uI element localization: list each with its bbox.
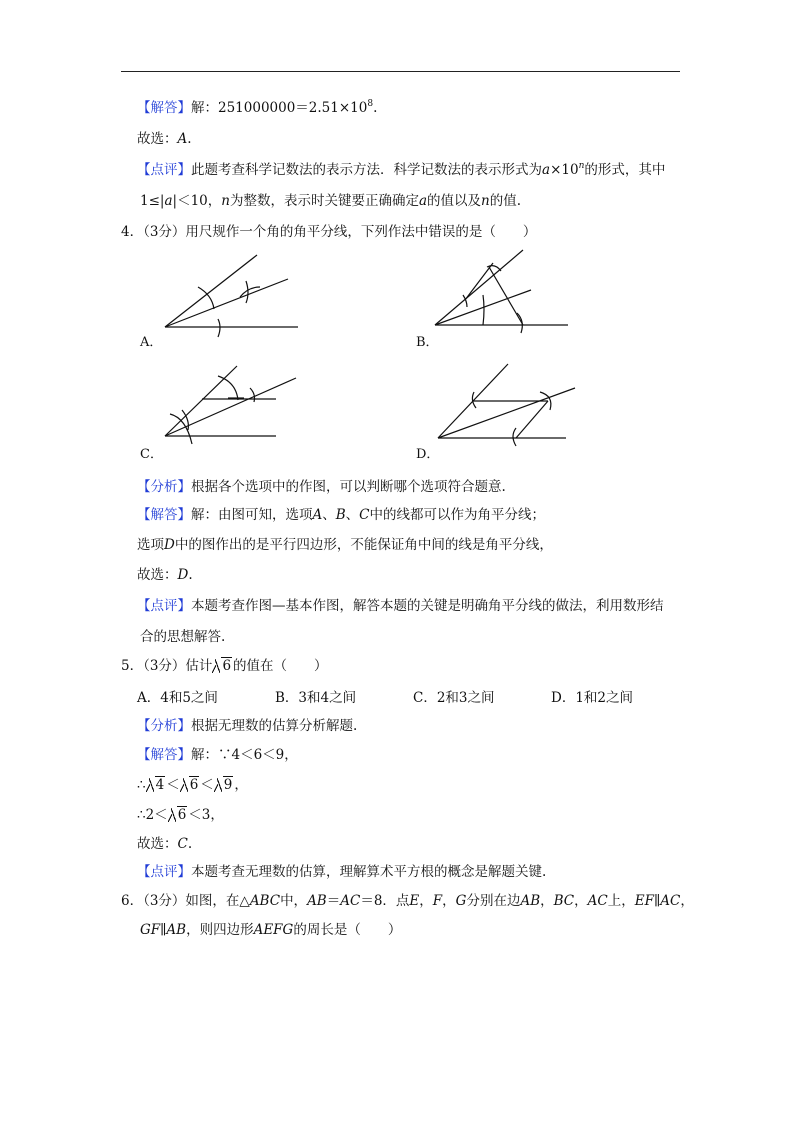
q5-comment: 【点评】本题考查无理数的估算，理解算术平方根的概念是解题关键. (137, 864, 547, 880)
figure-c (150, 358, 310, 448)
q5-option-a: A．4和5之间 (137, 690, 218, 706)
sqrt-symbol: 6 (180, 775, 200, 795)
q4-analysis: 【分析】根据各个选项中的作图，可以判断哪个选项符合题意. (137, 479, 506, 495)
q4-comment-line1: 【点评】本题考查作图—基本作图，解答本题的关键是明确角平分线的做法，利用数形结 (137, 598, 664, 614)
q5-answer-line1: 【解答】解：∵4＜6＜9， (137, 747, 298, 763)
q3-comment-line2: 1≤|a|＜10，n为整数，表示时关键要正确确定a的值以及n的值. (140, 193, 522, 209)
sqrt-symbol: 6 (168, 805, 188, 825)
q6-stem-line2: GF∥AB，则四边形AEFG的周长是（ ） (140, 922, 402, 938)
header-rule (121, 71, 680, 72)
comment-tag: 【点评】 (137, 864, 191, 880)
q4-answer-line2: 选项D中的图作出的是平行四边形，不能保证角中间的线是角平分线， (137, 537, 553, 553)
answer-tag: 【解答】 (137, 507, 191, 523)
q4-answer-line1: 【解答】解：由图可知，选项A、B、C中的线都可以作为角平分线； (137, 507, 546, 523)
figure-b (425, 245, 575, 340)
q6-stem-line1: 6．（3分）如图，在△ABC中，AB＝AC＝8．点E，F，G分别在边AB，BC，AC上，EF∥AC， (121, 893, 694, 909)
q5-option-c: C．2和3之间 (413, 690, 495, 706)
option-b-label: B． (416, 335, 439, 350)
q3-choice-line: 故选：A. (137, 131, 192, 147)
sqrt-symbol: 6 (212, 656, 232, 676)
q4-stem: 4．（3分）用尺规作一个角的角平分线，下列作法中错误的是（ ） (121, 224, 537, 240)
figure-d (430, 358, 580, 448)
q5-option-d: D．1和2之间 (551, 690, 634, 706)
q3-comment-line1: 【点评】此题考查科学记数法的表示方法．科学记数法的表示形式为$a\times 10^n$的形式，其中 (137, 161, 666, 178)
q5-option-b: B．3和4之间 (275, 690, 357, 706)
analysis-tag: 【分析】 (137, 718, 191, 734)
figure-a (150, 245, 310, 340)
comment-tag: 【点评】 (137, 162, 191, 178)
q5-choice-line: 故选：C. (137, 836, 193, 852)
analysis-tag: 【分析】 (137, 479, 191, 495)
sqrt-symbol: 4 (146, 775, 166, 795)
q5-answer-line3: ∴2＜ 6 ＜3， (137, 807, 224, 823)
answer-tag: 【解答】 (137, 100, 191, 116)
q5-analysis: 【分析】根据无理数的估算分析解题. (137, 718, 358, 734)
q4-comment-line2: 合的思想解答. (140, 629, 226, 645)
q5-stem: 5．（3分）估计 6 的值在（ ） (121, 658, 328, 674)
answer-tag: 【解答】 (137, 747, 191, 763)
q5-answer-line2: ∴ 4 ＜ 6 ＜ 9 ， (137, 777, 248, 793)
q4-choice-line: 故选：D. (137, 567, 193, 583)
sqrt-symbol: 9 (214, 775, 234, 795)
option-c-label: C． (140, 447, 163, 462)
option-a-label: A． (140, 335, 163, 350)
option-d-label: D． (416, 447, 440, 462)
comment-tag: 【点评】 (137, 598, 191, 614)
q3-answer-line: 【解答】解：$251000000=2.51\times 10^8$. (137, 99, 378, 116)
